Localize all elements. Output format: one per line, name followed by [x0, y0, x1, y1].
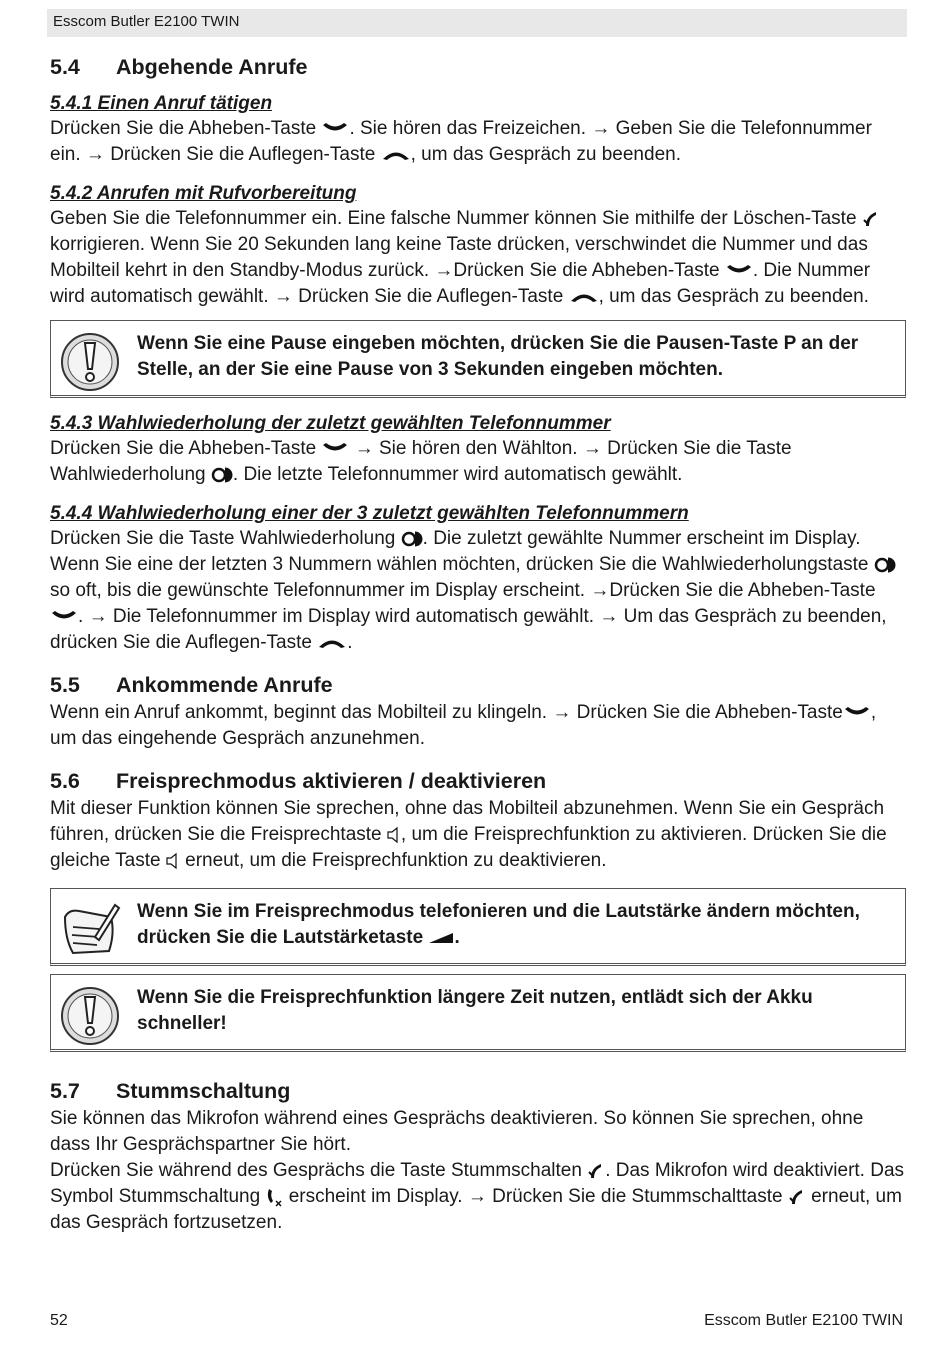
section-title: Ankommende Anrufe — [116, 673, 333, 697]
warning-note-text: Wenn Sie die Freisprechfunktion längere Zeit nutzen, entlädt sich der Akku schneller! — [137, 987, 813, 1034]
mute-key-icon — [788, 1188, 806, 1206]
section-5-7-intro: Sie können das Mikrofon während eines Gesprächs deaktivieren. So können Sie sprechen, ohne dass Ihr Gesprächspartner Sie hört. — [50, 1108, 864, 1155]
arrow-icon: → — [590, 580, 610, 601]
section-5-5-heading — [50, 670, 906, 700]
warning-note-text: Wenn Sie eine Pause eingeben möchten, drücken Sie die Pausen-Taste P an der Stelle, an der Sie eine Pause von 3 Sekunden eingeben möchten. — [137, 333, 859, 380]
info-note-text: Wenn Sie im Freisprechmodus telefonieren und die Lautstärke ändern möchten, drücken Sie die Lautstärketaste . — [137, 901, 860, 948]
pause-key-label: P — [783, 333, 796, 354]
section-number: 5.4 — [50, 55, 80, 79]
pickup-key-icon — [321, 442, 349, 456]
subsection-5-4-4-text: Drücken Sie die Taste Wahlwiederholung . Die zuletzt gewählte Nummer erscheint im Display. Wenn Sie eine der letzten 3 Nummern wählen möchten, drücken Sie die Wahlwiederholungstaste so oft, bis die gewünschte Telefonnummer im Display erscheint. →Drücken Sie die Abheben-Taste . → Die Telefonnummer im Display wird automatisch gewählt. → Um das Gespräch zu beenden, drücken Sie die Auflegen-Taste . — [50, 526, 906, 656]
subsection-5-4-1-text: Drücken Sie die Abheben-Taste . Sie hören das Freizeichen. → Geben Sie die Telefonnummer ein. → Drücken Sie die Auflegen-Taste , um das Gespräch zu beenden. — [50, 118, 872, 165]
redial-key-icon — [401, 531, 423, 547]
redial-key-icon — [874, 557, 896, 573]
warning-note-battery — [50, 974, 906, 1052]
section-number: 5.7 — [50, 1079, 80, 1103]
section-5-4-heading — [50, 52, 906, 82]
arrow-icon: → — [434, 260, 454, 281]
arrow-icon: → — [88, 606, 108, 627]
pickup-key-icon — [843, 706, 871, 720]
subsection-5-4-3-text: Drücken Sie die Abheben-Taste → Sie hören den Wählton. → Drücken Sie die Taste Wahlwiederholung . Die letzte Telefonnummer wird automatisch gewählt. — [50, 438, 792, 485]
arrow-icon: → — [354, 438, 374, 459]
subsection-5-4-4-heading: 5.4.4 Wahlwiederholung einer der 3 zuletzt gewählten Telefonnummern — [50, 503, 689, 524]
hangup-key-icon — [381, 148, 411, 162]
arrow-icon: → — [273, 286, 293, 307]
warning-note-pause — [50, 320, 906, 398]
delete-key-icon — [862, 210, 880, 228]
arrow-icon: → — [599, 606, 619, 627]
section-5-6-text: Mit dieser Funktion können Sie sprechen, ohne das Mobilteil abzunehmen. Wenn Sie ein Gespräch führen, drücken Sie die Freisprechtaste , um die Freisprechfunktion zu aktivieren. Drücken Sie die gleiche Taste erneut, um die Freisprechfunktion zu deaktivieren. — [50, 798, 887, 871]
section-5-7-heading — [50, 1076, 906, 1106]
arrow-icon: → — [552, 702, 572, 723]
pickup-key-icon — [725, 264, 753, 278]
mute-key-icon — [587, 1162, 605, 1180]
arrow-icon: → — [582, 438, 602, 459]
warning-exclamation-icon — [59, 331, 121, 393]
section-title: Abgehende Anrufe — [116, 55, 308, 79]
section-number: 5.6 — [50, 769, 80, 793]
page-number: 52 — [50, 1312, 68, 1329]
speaker-key-icon — [387, 826, 401, 844]
subsection-5-4-3-heading: 5.4.3 Wahlwiederholung der zuletzt gewählten Telefonnummer — [50, 413, 611, 434]
section-number: 5.5 — [50, 673, 80, 697]
subsection-5-4-2-heading: 5.4.2 Anrufen mit Rufvorbereitung — [50, 183, 357, 204]
section-5-6-heading — [50, 766, 906, 796]
hangup-key-icon — [317, 636, 347, 650]
info-note-volume — [50, 888, 906, 966]
speaker-key-icon — [166, 852, 180, 870]
arrow-icon: → — [85, 144, 105, 165]
volume-key-icon — [428, 932, 454, 944]
pickup-key-icon — [321, 122, 349, 136]
warning-exclamation-icon — [59, 985, 121, 1047]
section-title: Stummschaltung — [116, 1079, 291, 1103]
arrow-icon: → — [591, 118, 611, 139]
section-5-5-text: Wenn ein Anruf ankommt, beginnt das Mobilteil zu klingeln. → Drücken Sie die Abheben-Taste , um das eingehende Gespräch anzunehmen. — [50, 702, 877, 749]
section-5-7-text: Drücken Sie während des Gesprächs die Taste Stummschalten . Das Mikrofon wird deaktiviert. Das Symbol Stummschaltung erscheint im Display. → Drücken Sie die Stummschalttaste erneut, um das Gespräch fortzusetzen. — [50, 1160, 905, 1233]
header-title: Esscom Butler E2100 TWIN — [53, 13, 240, 30]
subsection-5-4-1-heading: 5.4.1 Einen Anruf tätigen — [50, 93, 273, 114]
pickup-key-icon — [50, 610, 78, 624]
redial-key-icon — [211, 467, 233, 483]
hangup-key-icon — [569, 290, 599, 304]
subsection-5-4-2-text: Geben Sie die Telefonnummer ein. Eine falsche Nummer können Sie mithilfe der Löschen-Taste korrigieren. Wenn Sie 20 Sekunden lang keine Taste drücken, verschwindet die Nummer und das Mobilteil kehrt in den Standby-Modus zurück. →Drücken Sie die Abheben-Taste . Die Nummer wird automatisch gewählt. → Drücken Sie die Auflegen-Taste , um das Gespräch zu beenden. — [50, 206, 906, 310]
section-title: Freisprechmodus aktivieren / deaktivieren — [116, 769, 547, 793]
mute-symbol-icon — [265, 1187, 283, 1207]
footer-title: Esscom Butler E2100 TWIN — [704, 1312, 903, 1329]
arrow-icon: → — [467, 1186, 487, 1207]
note-pen-icon — [59, 899, 121, 961]
page-content — [50, 52, 906, 1236]
header-bar — [47, 9, 907, 37]
